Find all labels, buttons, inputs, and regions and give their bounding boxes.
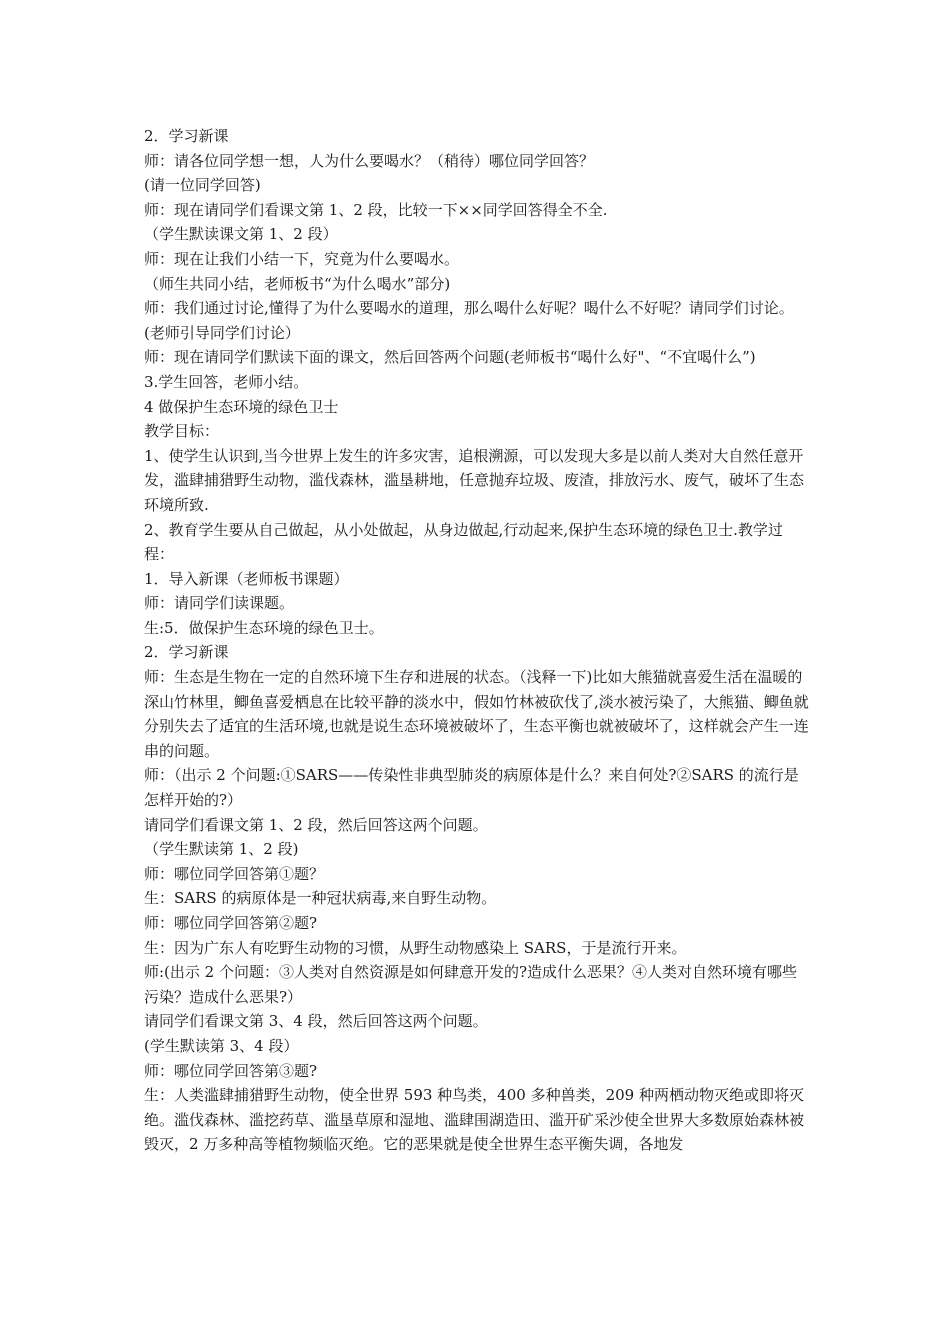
paragraph: 生：因为广东人有吃野生动物的习惯，从野生动物感染上 SARS，于是流行开来。 [144, 938, 687, 957]
paragraph: 教学目标： [144, 422, 220, 441]
paragraph: 师：现在请同学们看课文第 1、2 段，比较一下××同学回答得全不全. [144, 200, 608, 219]
paragraph: （师生共同小结，老师板书“为什么喝水”部分) [144, 274, 451, 293]
paragraph: 师：我们通过讨论,懂得了为什么要喝水的道理，那么喝什么好呢？喝什么不好呢？请同学们讨论。 [144, 299, 794, 318]
paragraph: 师：哪位同学回答第②题? [144, 914, 318, 932]
paragraph: 生：SARS 的病原体是一种冠状病毒,来自野生动物。 [144, 889, 497, 908]
paragraph: 生：人类滥肆捕猎野生动物，使全世界 593 种鸟类，400 多种兽类，209 种两栖动物灭绝或即将灭绝。滥伐森林、滥挖药草、滥垦草原和湿地、滥肆围湖造田、滥开矿采沙使全世界大多数原始森林被毁灭，2 万多种高等植物频临灭绝。它的恶果就是使全世界生态平衡失调，各地发 [144, 1086, 805, 1154]
paragraph: (老师引导同学们讨论） [144, 323, 300, 342]
paragraph: 2．学习新课 [144, 127, 229, 145]
paragraph: 请同学们看课文第 1、2 段，然后回答这两个问题。 [144, 815, 488, 834]
paragraph: 师：哪位同学回答第①题？ [144, 864, 325, 883]
paragraph: 师:(出示 2 个问题：③人类对自然资源是如何肆意开发的?造成什么恶果？④人类对自然环境有哪些污染？造成什么恶果?） [144, 963, 798, 1006]
paragraph: 师：现在请同学们默读下面的课文，然后回答两个问题(老师板书“喝什么好"、“不宜喝什么”) [144, 348, 756, 367]
paragraph: 生:5．做保护生态环境的绿色卫士。 [144, 618, 384, 637]
document-body [144, 124, 812, 1157]
paragraph: 1．导入新课（老师板书课题） [144, 569, 349, 588]
paragraph: 2、教育学生要从自己做起，从小处做起，从身边做起,行动起来,保护生态环境的绿色卫士.教学过程： [144, 520, 783, 564]
paragraph: 师：（出示 2 个问题:①SARS——传染性非典型肺炎的病原体是什么？来自何处?②SARS 的流行是怎样开始的?） [144, 766, 799, 810]
paragraph: 请同学们看课文第 3、4 段，然后回答这两个问题。 [144, 1012, 488, 1031]
paragraph: 师：请同学们读课题。 [144, 594, 295, 613]
section-heading: 4 做保护生态环境的绿色卫士 [144, 397, 339, 416]
paragraph: (请一位同学回答) [144, 176, 261, 195]
paragraph: 2．学习新课 [144, 643, 229, 662]
paragraph: 师：现在让我们小结一下，究竟为什么要喝水。 [144, 249, 460, 268]
paragraph: 1、使学生认识到,当今世界上发生的许多灾害，追根溯源，可以发现大多是以前人类对大自然任意开发，滥肆捕猎野生动物，滥伐森林，滥垦耕地，任意抛弃垃圾、废渣，排放污水、废气，破坏了生态环境所致. [144, 446, 805, 514]
paragraph: 3.学生回答，老师小结。 [144, 372, 309, 391]
paragraph: 师：生态是生物在一定的自然环境下生存和进展的状态。（浅释一下)比如大熊猫就喜爱生活在温暖的深山竹林里，鲫鱼喜爱栖息在比较平静的淡水中，假如竹林被砍伐了,淡水被污染了，大熊猫、鲫鱼就分别失去了适宜的生活环境,也就是说生态环境被破坏了，生态平衡也就被破坏了，这样就会产生一连串的问题。 [144, 668, 809, 760]
paragraph: 师：哪位同学回答第③题? [144, 1061, 318, 1080]
paragraph: 师：请各位同学想一想，人为什么要喝水？（稍待）哪位同学回答？ [144, 151, 595, 170]
paragraph: （学生默读课文第 1、2 段） [144, 225, 338, 244]
paragraph: (学生默读第 3、4 段） [144, 1036, 299, 1055]
paragraph: （学生默读第 1、2 段) [144, 840, 299, 859]
